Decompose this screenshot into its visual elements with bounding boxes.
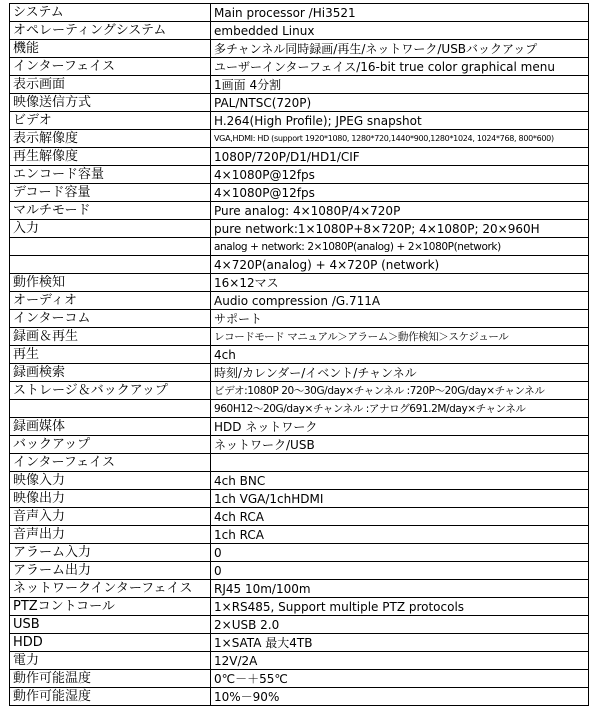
spec-row: [10, 238, 589, 256]
spec-row: [10, 94, 589, 112]
spec-value: RJ45 10m/100m: [211, 580, 589, 598]
spec-row: [10, 4, 589, 22]
spec-value: ビデオ:1080P 20～30G/day×チャンネル :720P～20G/day×チャンネル: [211, 382, 589, 400]
spec-value: 4×1080P@12fps: [211, 166, 589, 184]
spec-label: バックアップ: [10, 436, 211, 454]
spec-row: [10, 364, 589, 382]
spec-label: インターフェイス: [10, 58, 211, 76]
spec-label: PTZコントコール: [10, 598, 211, 616]
spec-label: [10, 400, 211, 418]
spec-label: マルチモード: [10, 202, 211, 220]
spec-value: analog + network: 2×1080P(analog) + 2×1080P(network): [211, 238, 589, 256]
spec-row: [10, 544, 589, 562]
spec-row: [10, 220, 589, 238]
spec-label: システム: [10, 4, 211, 22]
spec-row: [10, 634, 589, 652]
spec-row: [10, 58, 589, 76]
spec-label: ビデオ: [10, 112, 211, 130]
spec-row: [10, 400, 589, 418]
spec-row: [10, 454, 589, 472]
spec-label: 音声入力: [10, 508, 211, 526]
spec-value: HDD ネットワーク: [211, 418, 589, 436]
spec-value: 4ch: [211, 346, 589, 364]
spec-label: 表示画面: [10, 76, 211, 94]
spec-row: [10, 274, 589, 292]
spec-value: ユーザーインターフェイス/16-bit true color graphical menu: [211, 58, 589, 76]
spec-row: [10, 22, 589, 40]
spec-value: サポート: [211, 310, 589, 328]
spec-table-body: [10, 4, 589, 706]
spec-row: [10, 436, 589, 454]
spec-row: [10, 292, 589, 310]
spec-label: オペレーティングシステム: [10, 22, 211, 40]
spec-row: [10, 328, 589, 346]
spec-label: インターコム: [10, 310, 211, 328]
spec-label: 再生: [10, 346, 211, 364]
spec-row: [10, 130, 589, 148]
spec-value: ネットワーク/USB: [211, 436, 589, 454]
spec-label: インターフェイス: [10, 454, 211, 472]
spec-label: 入力: [10, 220, 211, 238]
spec-row: [10, 508, 589, 526]
spec-row: [10, 40, 589, 58]
spec-label: 機能: [10, 40, 211, 58]
spec-label: 動作検知: [10, 274, 211, 292]
spec-value: Main processor /Hi3521: [211, 4, 589, 22]
spec-value: 4×720P(analog) + 4×720P (network): [211, 256, 589, 274]
spec-label: 動作可能温度: [10, 670, 211, 688]
spec-label: 電力: [10, 652, 211, 670]
spec-value: 16×12マス: [211, 274, 589, 292]
spec-label: 映像送信方式: [10, 94, 211, 112]
spec-value: pure network:1×1080P+8×720P; 4×1080P; 20×960H: [211, 220, 589, 238]
spec-row: [10, 688, 589, 706]
spec-table: [9, 3, 589, 706]
spec-value: 時刻/カレンダー/イベント/チャンネル: [211, 364, 589, 382]
spec-row: [10, 112, 589, 130]
spec-label: 音声出力: [10, 526, 211, 544]
spec-row: [10, 76, 589, 94]
spec-value: Pure analog: 4×1080P/4×720P: [211, 202, 589, 220]
spec-value: embedded Linux: [211, 22, 589, 40]
spec-row: [10, 256, 589, 274]
spec-row: [10, 490, 589, 508]
spec-value: 2×USB 2.0: [211, 616, 589, 634]
spec-label: USB: [10, 616, 211, 634]
spec-value: 1ch VGA/1chHDMI: [211, 490, 589, 508]
spec-label: デコード容量: [10, 184, 211, 202]
spec-label: 表示解像度: [10, 130, 211, 148]
spec-row: [10, 148, 589, 166]
spec-label: 録画＆再生: [10, 328, 211, 346]
spec-value: 960H12～20G/day×チャンネル :アナログ691.2M/day×チャンネル: [211, 400, 589, 418]
spec-value: VGA,HDMI: HD (support 1920*1080, 1280*720,1440*900,1280*1024, 1024*768, 800*600): [211, 130, 589, 148]
spec-label: [10, 256, 211, 274]
spec-row: [10, 418, 589, 436]
spec-value: 0: [211, 544, 589, 562]
spec-row: [10, 166, 589, 184]
spec-value: 1080P/720P/D1/HD1/CIF: [211, 148, 589, 166]
spec-label: 映像出力: [10, 490, 211, 508]
spec-label: 再生解像度: [10, 148, 211, 166]
spec-value: H.264(High Profile); JPEG snapshot: [211, 112, 589, 130]
spec-row: [10, 652, 589, 670]
spec-value: レコードモード マニュアル＞アラーム＞動作検知＞スケジュール: [211, 328, 589, 346]
spec-label: HDD: [10, 634, 211, 652]
spec-label: オーディオ: [10, 292, 211, 310]
spec-row: [10, 382, 589, 400]
spec-label: エンコード容量: [10, 166, 211, 184]
spec-row: [10, 310, 589, 328]
spec-value: 12V/2A: [211, 652, 589, 670]
spec-label: アラーム入力: [10, 544, 211, 562]
spec-value: 1×SATA 最大4TB: [211, 634, 589, 652]
spec-value: 4ch RCA: [211, 508, 589, 526]
spec-label: 録画検索: [10, 364, 211, 382]
spec-row: [10, 184, 589, 202]
spec-value: PAL/NTSC(720P): [211, 94, 589, 112]
spec-value: 0: [211, 562, 589, 580]
spec-row: [10, 598, 589, 616]
spec-value: Audio compression /G.711A: [211, 292, 589, 310]
spec-value: 4×1080P@12fps: [211, 184, 589, 202]
spec-value: 10%－90%: [211, 688, 589, 706]
spec-row: [10, 202, 589, 220]
spec-row: [10, 562, 589, 580]
spec-label: [10, 238, 211, 256]
spec-row: [10, 526, 589, 544]
spec-value: 1×RS485, Support multiple PTZ protocols: [211, 598, 589, 616]
spec-label: ネットワークインターフェイス: [10, 580, 211, 598]
spec-value: 4ch BNC: [211, 472, 589, 490]
spec-value: 1ch RCA: [211, 526, 589, 544]
spec-label: 録画媒体: [10, 418, 211, 436]
spec-value: 1画面 4分割: [211, 76, 589, 94]
spec-row: [10, 580, 589, 598]
spec-label: 映像入力: [10, 472, 211, 490]
spec-row: [10, 346, 589, 364]
spec-value: 0℃－＋55℃: [211, 670, 589, 688]
spec-row: [10, 670, 589, 688]
spec-row: [10, 472, 589, 490]
spec-label: 動作可能湿度: [10, 688, 211, 706]
spec-value: [211, 454, 589, 472]
spec-value: 多チャンネル同時録画/再生/ネットワーク/USBバックアップ: [211, 40, 589, 58]
spec-label: ストレージ＆バックアップ: [10, 382, 211, 400]
spec-label: アラーム出力: [10, 562, 211, 580]
spec-row: [10, 616, 589, 634]
